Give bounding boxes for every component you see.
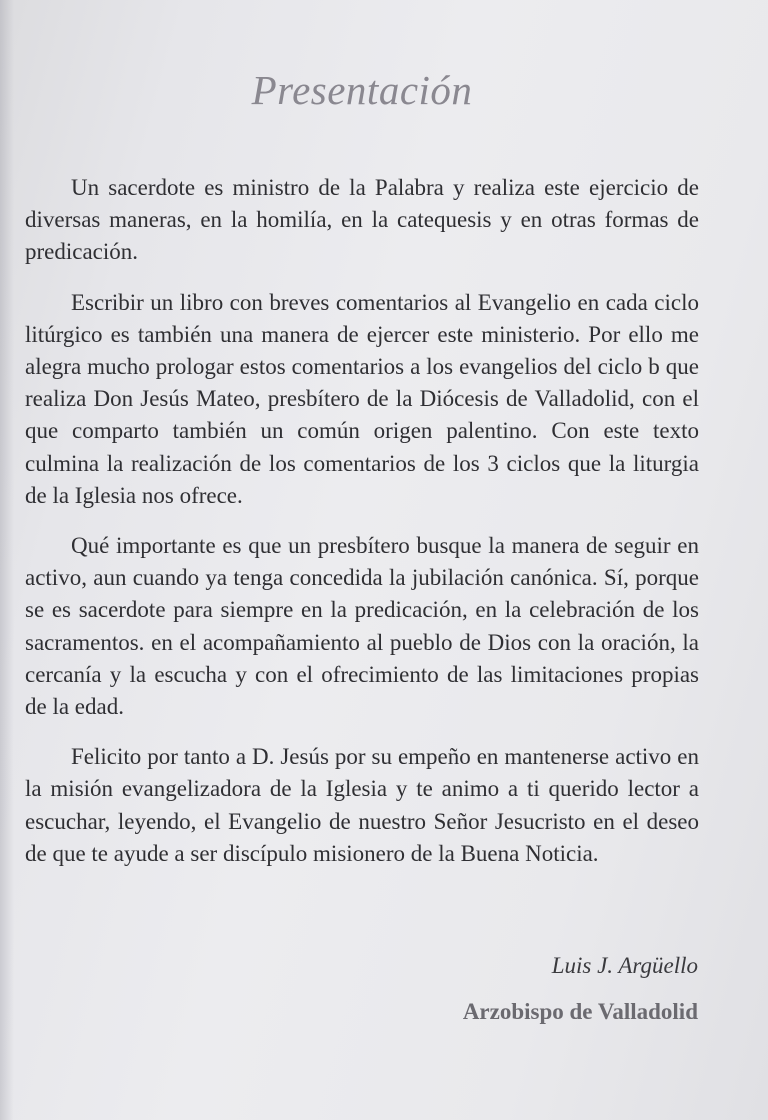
paragraph-2: Escribir un libro con breves comentarios al Evangelio en cada ciclo litúrgico es también una manera de ejercer este ministerio. Por ello me alegra mucho prologar estos comentarios a los evangelios del ciclo b que realiza Don Jesús Mateo, presbítero de la Diócesis de Valladolid, con el que comparto también un común origen palentino. Con este texto culmina la realización de los comentarios de los 3 ciclos que la liturgia de la Iglesia nos ofrece. <box>25 289 699 508</box>
paragraph-3: Qué importante es que un presbítero busque la manera de seguir en activo, aun cuando ya tenga concedida la jubilación canónica. Sí, porque se es sacerdote para siempre en la predicación, en la celebración de los sacramentos. en el acompañamiento al pueblo de Dios con la oración, la cercanía y la escucha y con el ofrecimiento de las limitaciones propias de la edad. <box>25 533 699 720</box>
signature-role: Arzobispo de Valladolid <box>462 999 698 1024</box>
paragraph-4: Felicito por tanto a D. Jesús por su empeño en mantenerse activo en la misión evangelizadora de la Iglesia y te animo a ti querido lector a escuchar, leyendo, el Evangelio de nuestro Señor Jesucristo en el deseo de que te ayude a ser discípulo misionero de la Buena Noticia. <box>25 744 699 866</box>
signature-name: Luis J. Argüello <box>551 953 698 978</box>
signature-block <box>463 950 698 1028</box>
presentation-body <box>25 172 699 888</box>
page-title: Presentación <box>251 67 473 113</box>
paragraph-1: Un sacerdote es ministro de la Palabra y realiza este ejercicio de diversas maneras, en la homilía, en la catequesis y en otras formas de predicación. <box>25 175 699 265</box>
page-edge-shadow <box>0 0 14 1120</box>
